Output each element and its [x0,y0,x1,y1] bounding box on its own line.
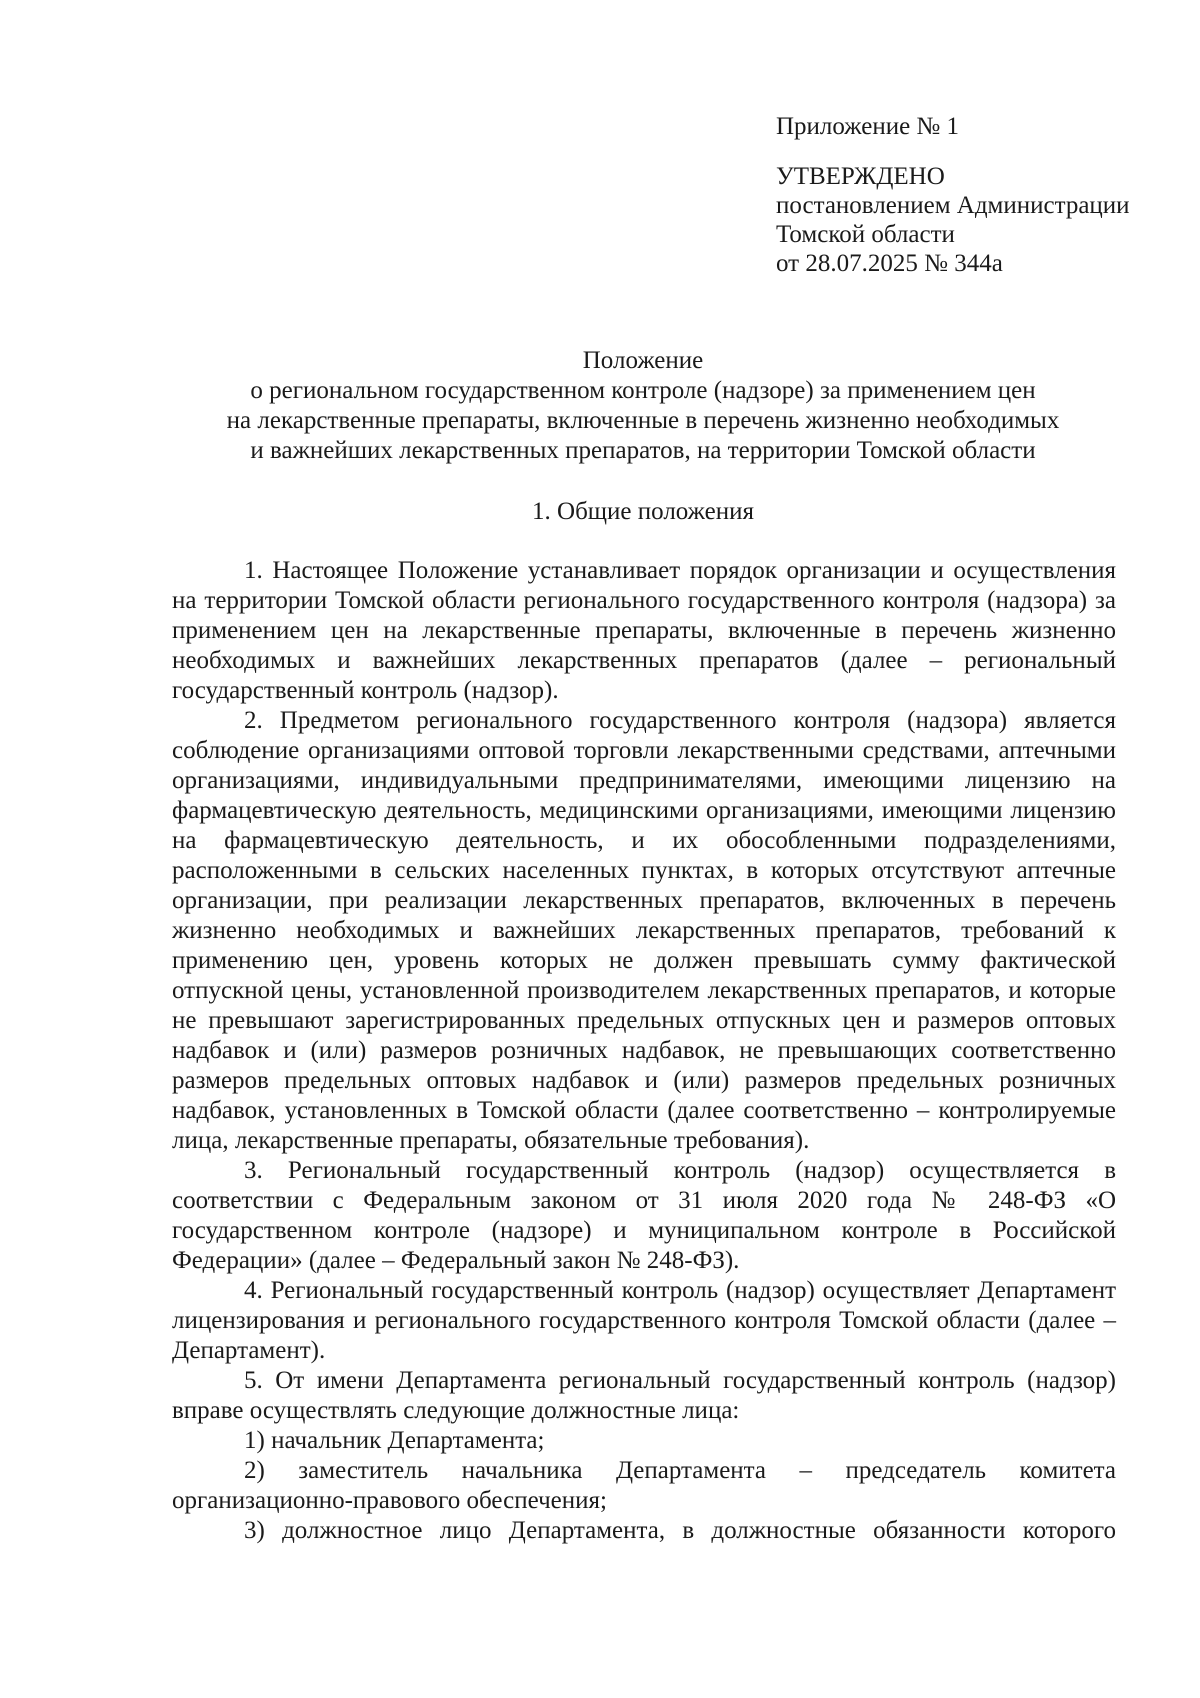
paragraph-5: 5. От имени Департамента региональный государственный контроль (надзор) вправе осуществлять следующие должностные лица: [172,1367,1116,1424]
list-item-3: 3) должностное лицо Департамента, в должностные обязанности которого [244,1517,1116,1544]
list-item-1: 1) начальник Департамента; [244,1427,545,1454]
approval-region: Томской области [776,221,955,248]
title-line-3: на лекарственные препараты, включенные в перечень жизненно необходимых [226,407,1060,434]
appendix-label: Приложение № 1 [776,113,960,140]
approval-date-number: от 28.07.2025 № 344а [776,250,1003,277]
paragraph-2: 2. Предметом регионального государственного контроля (надзора) является соблюдение организациями оптовой торговли лекарственными средствами, аптечными организациями, индивидуальными предпринимателями, имеющими лицензию на фармацевтическую деятельность, медицинскими организациями, имеющими лицензию на фармацевтическую деятельность, и их обособленными подразделениями, расположенными в сельских населенных пунктах, в которых отсутствуют аптечные организации, при реализации лекарственных препаратов, включенных в перечень жизненно необходимых и важнейших лекарственных препаратов, требований к применению цен, уровень которых не должен превышать сумму фактической отпускной цены, установленной производителем лекарственных препаратов, и которые не превышают зарегистрированных предельных отпускных цен и размеров оптовых надбавок и (или) размеров розничных надбавок, не превышающих соответственно размеров предельных оптовых надбавок и (или) размеров предельных розничных надбавок, установленных в Томской области (далее соответственно – контролируемые лица, лекарственные препараты, обязательные требования). [172,707,1116,1154]
title-line-4: и важнейших лекарственных препаратов, на территории Томской области [250,437,1036,464]
approval-authority: постановлением Администрации [776,192,1130,219]
document-title [150,346,1136,466]
paragraph-4: 4. Региональный государственный контроль (надзор) осуществляет Департамент лицензирования и регионального государственного контроля Томской области (далее – Департамент). [172,1277,1116,1364]
title-line-1: Положение [582,347,704,374]
document-body [172,556,1116,1546]
title-line-2: о региональном государственном контроле (надзоре) за применением цен [250,377,1036,404]
paragraph-1: 1. Настоящее Положение устанавливает порядок организации и осуществления на территории Томской области регионального государственного контроля (надзора) за применением цен на лекарственные препараты, включенные в перечень жизненно необходимых и важнейших лекарственных препаратов (далее – региональный государственный контроль (надзор). [172,557,1116,704]
section-heading: 1. Общие положения [532,498,754,525]
paragraph-3: 3. Региональный государственный контроль (надзор) осуществляется в соответствии с Федеральным законом от 31 июля 2020 года № 248-ФЗ «О государственном контроле (надзоре) и муниципальном контроле в Российской Федерации» (далее – Федеральный закон № 248-ФЗ). [172,1157,1116,1274]
approval-stamp [776,112,1156,278]
list-item-2: 2) заместитель начальника Департамента – председатель комитета организационно-правового обеспечения; [172,1457,1116,1514]
approved-label: УТВЕРЖДЕНО [776,163,945,190]
